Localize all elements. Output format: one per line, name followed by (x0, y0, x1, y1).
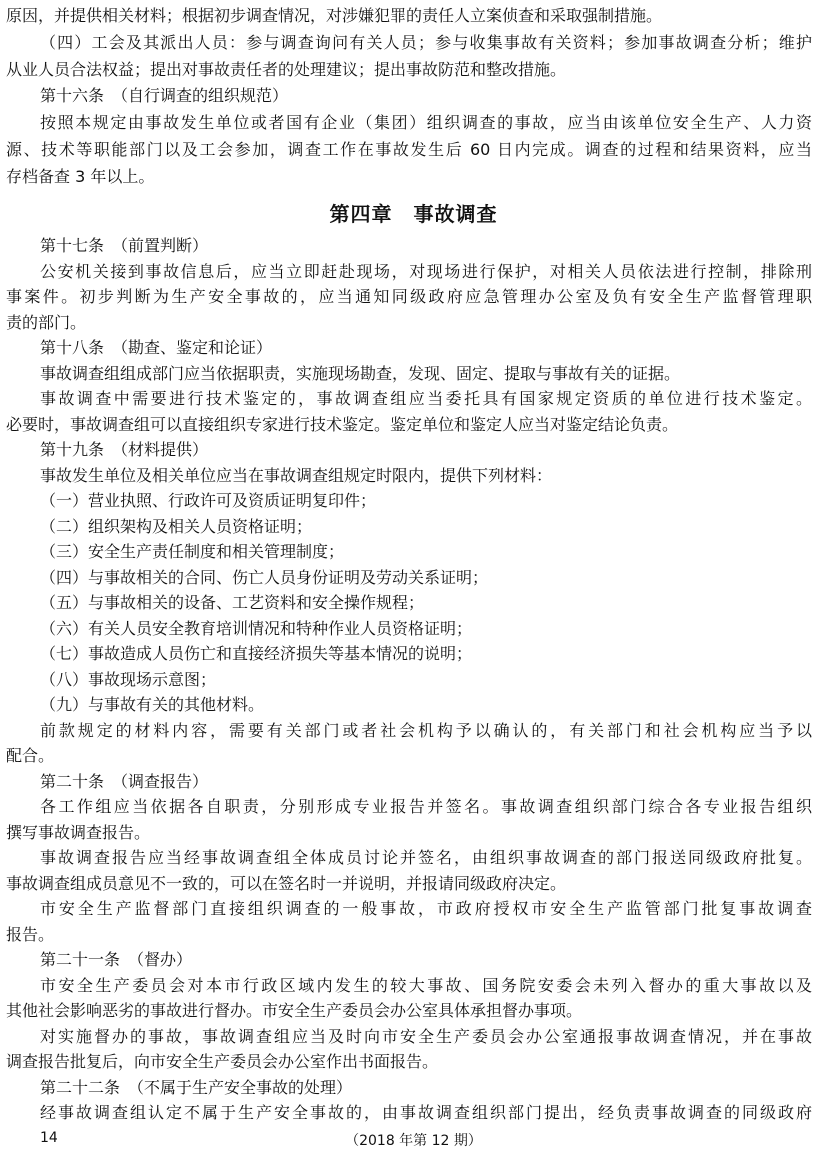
issue-label: （2018 年第 12 期） (345, 1133, 482, 1149)
chapter-body (6, 233, 812, 1126)
text-line: 公安机关接到事故信息后，应当立即赶赴现场，对现场进行保护，对相关人员依法进行控制，排除刑 (40, 261, 812, 281)
text-line: （二）组织架构及相关人员资格证明； (40, 516, 313, 536)
article-heading: 第十七条 （前置判断） (40, 236, 209, 255)
text-line: （三）安全生产责任制度和相关管理制度； (40, 542, 345, 561)
page-number: 14 (40, 1130, 58, 1146)
text-line: 报告。 (6, 924, 55, 944)
text-line: 事故发生单位及相关单位应当在事故调查组规定时限内，提供下列材料： (40, 465, 553, 485)
text-line: （四）与事故相关的合同、伤亡人员身份证明及劳动关系证明； (40, 567, 489, 587)
text-line: 责的部门。 (6, 312, 87, 332)
text-line: 前款规定的材料内容，需要有关部门或者社会机构予以确认的，有关部门和社会机构应当予以 (40, 720, 812, 740)
text-line: 各工作组应当依据各自职责，分别形成专业报告并签名。事故调查组织部门综合各专业报告组织 (40, 797, 812, 816)
text-line: （七）事故造成人员伤亡和直接经济损失等基本情况的说明； (40, 644, 473, 663)
text-line: 按照本规定由事故发生单位或者国有企业（集团）组织调查的事故，应当由该单位安全生产、人力资 (40, 113, 812, 133)
text-line: 事故调查报告应当经事故调查组全体成员讨论并签名，由组织事故调查的部门报送同级政府批复。 (40, 848, 812, 867)
text-line: （四）工会及其派出人员：参与调查询问有关人员；参与收集事故有关资料；参加事故调查分析；维护 (40, 32, 812, 52)
chapter-heading: 第四章 事故调查 (329, 202, 498, 226)
text-line: 配合。 (6, 746, 55, 765)
text-line: 事故调查中需要进行技术鉴定的，事故调查组应当委托具有国家规定资质的单位进行技术鉴定。 (40, 389, 812, 408)
article-heading: 第二十二条 （不属于生产安全事故的处理） (40, 1077, 353, 1097)
text-line: 对实施督办的事故，事故调查组应当及时向市安全生产委员会办公室通报事故调查情况，并在事故 (40, 1026, 812, 1046)
text-line: 原因，并提供相关材料；根据初步调查情况，对涉嫌犯罪的责任人立案侦查和采取强制措施。 (6, 6, 663, 25)
text-line: （一）营业执照、行政许可及资质证明复印件； (40, 491, 377, 510)
text-line: 必要时，事故调查组可以直接组织专家进行技术鉴定。鉴定单位和鉴定人应当对鉴定结论负责。 (6, 414, 679, 434)
article-heading: 第十八条 （勘查、鉴定和论证） (40, 338, 273, 357)
text-line: （九）与事故有关的其他材料。 (40, 695, 265, 714)
text-line: 存档备查 3 年以上。 (6, 166, 155, 186)
text-line: 源、技术等职能部门以及工会参加，调查工作在事故发生后 60 日内完成。调查的过程和结果资料，应当 (6, 139, 812, 159)
text-line: 其他社会影响恶劣的事故进行督办。市安全生产委员会办公室具体承担督办事项。 (6, 1001, 583, 1020)
article-heading: 第二十一条 （督办） (40, 950, 193, 969)
text-line: 市安全生产监督部门直接组织调查的一般事故，市政府授权市安全生产监管部门批复事故调查 (40, 899, 812, 918)
text-line: 从业人员合法权益；提出对事故责任者的处理建议；提出事故防范和整改措施。 (6, 59, 567, 79)
article-heading: 第十九条 （材料提供） (40, 440, 209, 459)
text-line: 事故调查组成员意见不一致的，可以在签名时一并说明，并报请同级政府决定。 (6, 873, 567, 893)
text-line: 事案件。初步判断为生产安全事故的，应当通知同级政府应急管理办公室及负有安全生产监督管理职 (6, 287, 812, 306)
text-line: 撰写事故调查报告。 (6, 822, 151, 842)
text-line: （五）与事故相关的设备、工艺资料和安全操作规程； (40, 593, 425, 612)
article-heading: 第二十条 （调查报告） (40, 771, 209, 791)
text-line: （六）有关人员安全教育培训情况和特种作业人员资格证明； (40, 618, 473, 638)
text-line: （八）事故现场示意图； (40, 669, 217, 689)
preceding-article-text (6, 3, 812, 191)
article-heading: 第十六条 （自行调查的组织规范） (40, 86, 289, 106)
text-line: 事故调查组组成部门应当依据职责，实施现场勘查，发现、固定、提取与事故有关的证据。 (40, 363, 681, 383)
text-line: 市安全生产委员会对本市行政区域内发生的较大事故、国务院安委会未列入督办的重大事故以及 (40, 975, 812, 995)
text-line: 调查报告批复后，向市安全生产委员会办公室作出书面报告。 (6, 1052, 439, 1071)
text-line: 经事故调查组认定不属于生产安全事故的，由事故调查组织部门提出，经负责事故调查的同级政府 (40, 1103, 812, 1122)
